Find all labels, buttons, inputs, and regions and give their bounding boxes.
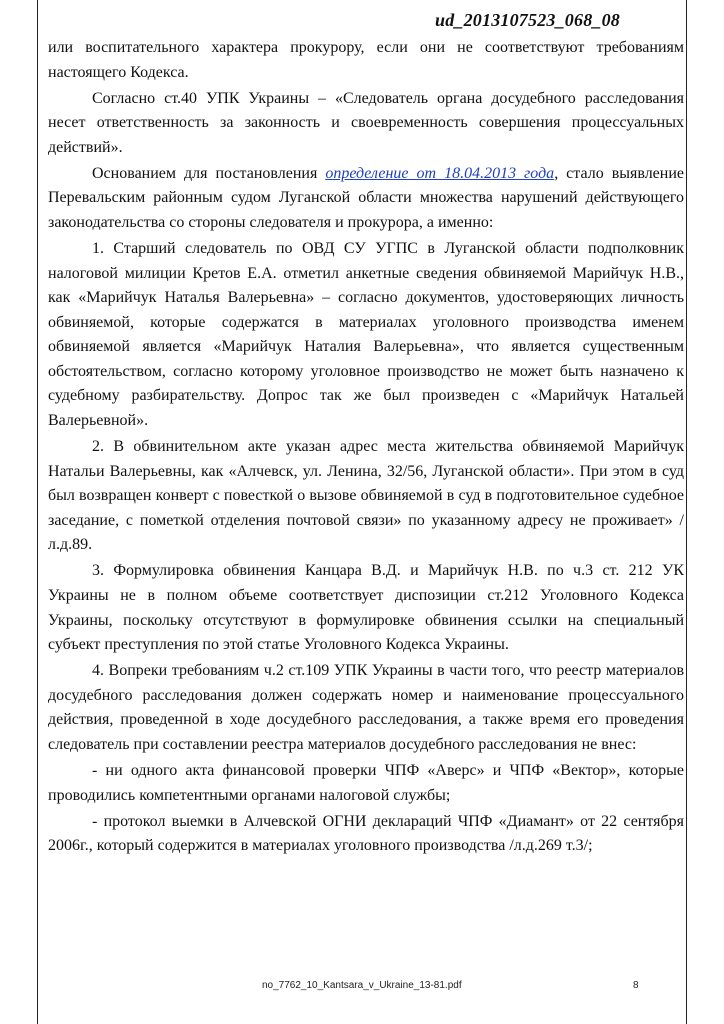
- ruling-link[interactable]: определение от 18.04.2013 года: [325, 164, 555, 182]
- paragraph-item-1: 1. Старший следователь по ОВД СУ УГПС в Луганской области подполковник налоговой милиции Кретов Е.А. отметил анкетные сведения обвиняемой Марийчук Н.В., как «Марийчук Наталья Валерьевна» – согласно документов, удостоверяющих личность обвиняемой, которые содержатся в материалах уголовного производства именем обвиняемой является «Марийчук Наталия Валерьевна», что является существенным обстоятельством, согласно которому уголовное производство не может быть назначено к судебному разбирательству. Допрос так же был произведен с «Марийчук Натальей Валерьевной».: [48, 239, 684, 430]
- paragraph-item-4: 4. Вопреки требованиям ч.2 ст.109 УПК Украины в части того, что реестр материалов досудебного расследования должен содержать номер и наименование процессуального действия, проведенной в ходе досудебного расследования, а также время его проведения следователь при составлении реестра материалов досудебного расследования не внес:: [48, 662, 684, 753]
- document-body: [48, 36, 684, 860]
- paragraph-article-40: Согласно ст.40 УПК Украины – «Следователь органа досудебного расследования несет ответственность за законность и своевременность совершения процессуальных действий».: [48, 89, 684, 156]
- paragraph-bullet-2: - протокол выемки в Алчевской ОГНИ деклараций ЧПФ «Диамант» от 22 сентября 2006г., который содержится в материалах уголовного производства /л.д.269 т.3/;: [48, 812, 684, 855]
- paragraph-item-2: 2. В обвинительном акте указан адрес места жительства обвиняемой Марийчук Натальи Валерьевны, как «Алчевск, ул. Ленина, 32/56, Луганской области». При этом в суд был возвращен конверт с повесткой о вызове обвиняемой в суд в подготовительное судебное заседание, с пометкой отделения почтовой связи» по указанному адресу не проживает» /л.д.89.: [48, 438, 684, 554]
- footer-file-name: no_7762_10_Kantsara_v_Ukraine_13-81.pdf: [262, 980, 462, 991]
- paragraph-bullet-1: - ни одного акта финансовой проверки ЧПФ «Аверс» и ЧПФ «Вектор», которые проводились компетентными органами налоговой службы;: [48, 761, 684, 804]
- paragraph-grounds-end: , стало выявление Перевальским районным судом Луганской области множества нарушений действующего законодательства со стороны следователя и прокурора, а именно:: [48, 164, 685, 231]
- document-id: ud_2013107523_068_08: [434, 10, 620, 30]
- right-margin-rule: [686, 0, 687, 1024]
- paragraph-grounds: [48, 162, 684, 236]
- footer-page-number: 8: [633, 980, 639, 991]
- paragraph-item-3: 3. Формулировка обвинения Канцара В.Д. и Марийчук Н.В. по ч.3 ст. 212 УК Украины не в полном объеме соответствует диспозиции ст.212 Уголовного Кодекса Украины, поскольку отсутствуют в формулировке обвинения ссылки на специальный субъект преступления по этой статье Уголовного Кодекса Украины.: [48, 562, 684, 654]
- left-margin-rule: [37, 0, 38, 1024]
- paragraph-grounds-start: Основанием для постановления: [92, 164, 326, 182]
- paragraph-continuation: или воспитательного характера прокурору, если они не соответствуют требованиям настоящего Кодекса.: [48, 39, 684, 81]
